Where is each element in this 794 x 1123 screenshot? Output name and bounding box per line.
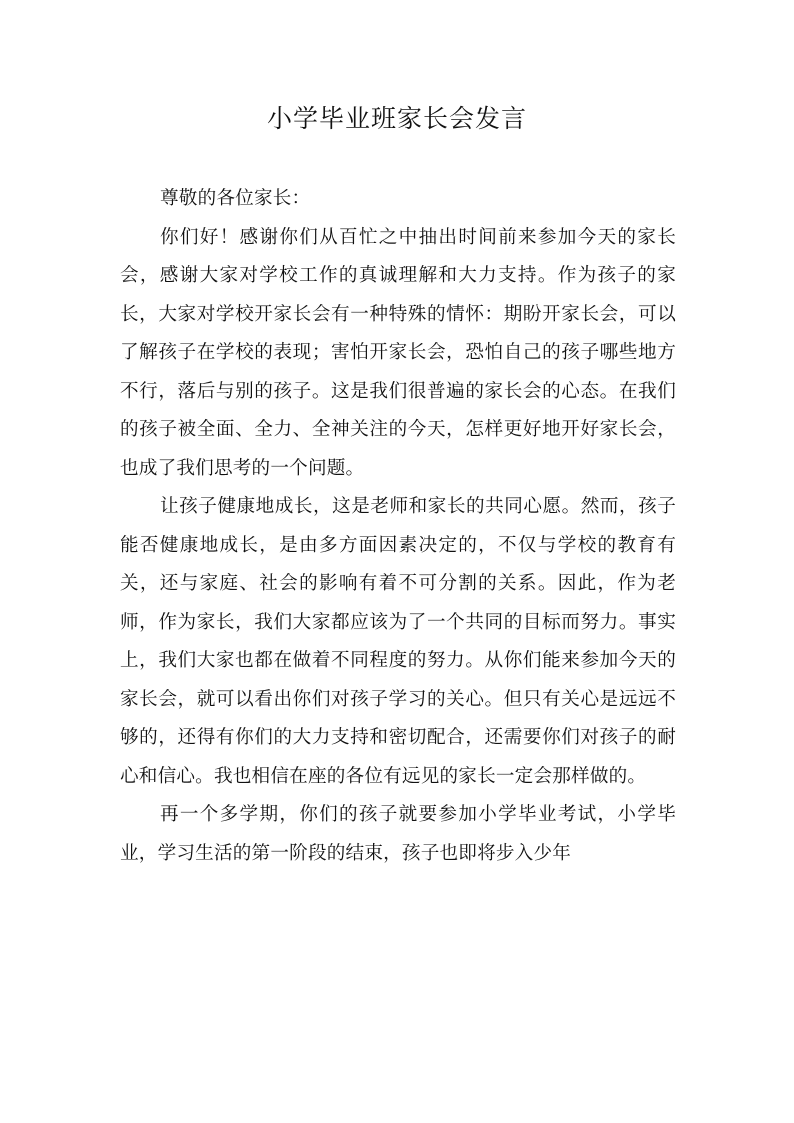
document-title: 小学毕业班家长会发言 (266, 104, 527, 133)
body-paragraph-3: 再一个多学期，你们的孩子就要参加小学毕业考试，小学毕业，学习生活的第一阶段的结束，孩子也即将步入少年 (120, 804, 676, 864)
salutation-paragraph: 尊敬的各位家长： (160, 188, 311, 209)
document-body (120, 180, 676, 873)
body-paragraph-2: 让孩子健康地成长，这是老师和家长的共同心愿。然而，孩子能否健康地成长，是由多方面因素决定的，不仅与学校的教育有关，还与家庭、社会的影响有着不可分割的关系。因此，作为老师，作为家长，我们大家都应该为了一个共同的目标而努力。事实上，我们大家也都在做着不同程度的努力。从你们能来参加今天的家长会，就可以看出你们对孩子学习的关心。但只有关心是远远不够的，还得有你们的大力支持和密切配合，还需要你们对孩子的耐心和信心。我也相信在座的各位有远见的家长一定会那样做的。 (120, 496, 676, 787)
body-paragraph-1: 你们好！感谢你们从百忙之中抽出时间前来参加今天的家长会，感谢大家对学校工作的真诚理解和大力支持。作为孩子的家长，大家对学校开家长会有一种特殊的情怀：期盼开家长会，可以了解孩子在学校的表现；害怕开家长会，恐怕自己的孩子哪些地方不行，落后与别的孩子。这是我们很普遍的家长会的心态。在我们的孩子被全面、全力、全神关注的今天，怎样更好地开好家长会，也成了我们思考的一个问题。 (120, 226, 676, 479)
